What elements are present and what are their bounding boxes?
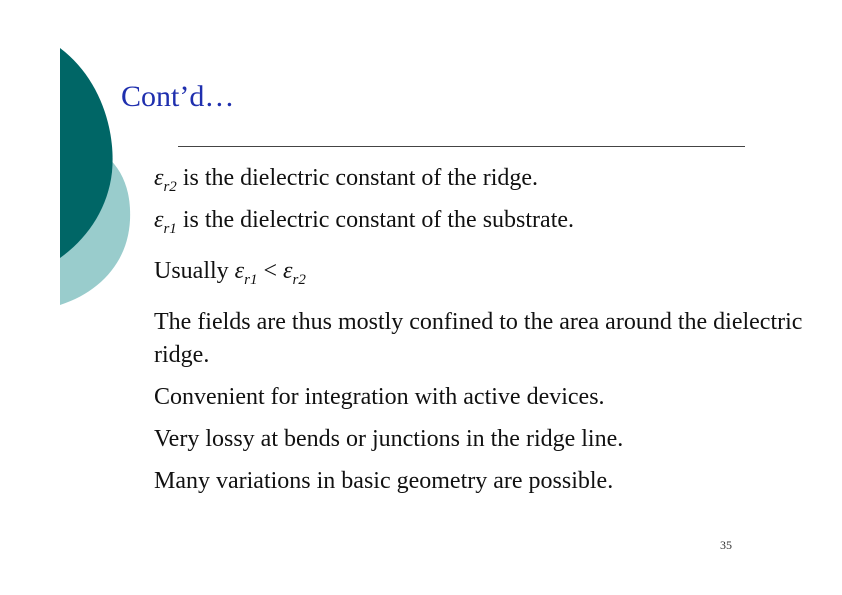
epsilon-symbol: ε (283, 258, 293, 284)
body-line-convenient: Convenient for integration with active devices. (154, 384, 605, 410)
body-line-usually (154, 255, 814, 297)
body-line-fields: The fields are thus mostly confined to the area around the dielectric (154, 309, 803, 335)
epsilon-symbol: ε (154, 165, 164, 191)
slide-body (154, 162, 814, 498)
slide-title: Cont’d… (121, 80, 235, 113)
epsilon-symbol: ε (154, 207, 164, 233)
decorative-shapes (0, 0, 140, 320)
subscript-r2: r2 (163, 179, 177, 195)
body-line-ridge (154, 162, 814, 204)
subscript-r2: r2 (292, 272, 306, 288)
body-line-variations: Many variations in basic geometry are possible. (154, 468, 614, 494)
subscript-r1: r1 (244, 272, 258, 288)
title-divider (178, 146, 745, 147)
less-than-symbol: < (263, 258, 278, 284)
body-line-lossy: Very lossy at bends or junctions in the ridge line. (154, 426, 624, 452)
body-line-substrate (154, 204, 814, 246)
body-line-text: Usually (154, 258, 235, 284)
subscript-r1: r1 (163, 221, 177, 237)
body-line-fields-cont: ridge. (154, 342, 210, 368)
page-number: 35 (720, 538, 732, 552)
epsilon-symbol: ε (234, 258, 245, 284)
body-line-text: is the dielectric constant of the substrate. (176, 207, 575, 233)
body-line-text: is the dielectric constant of the ridge. (176, 165, 539, 191)
